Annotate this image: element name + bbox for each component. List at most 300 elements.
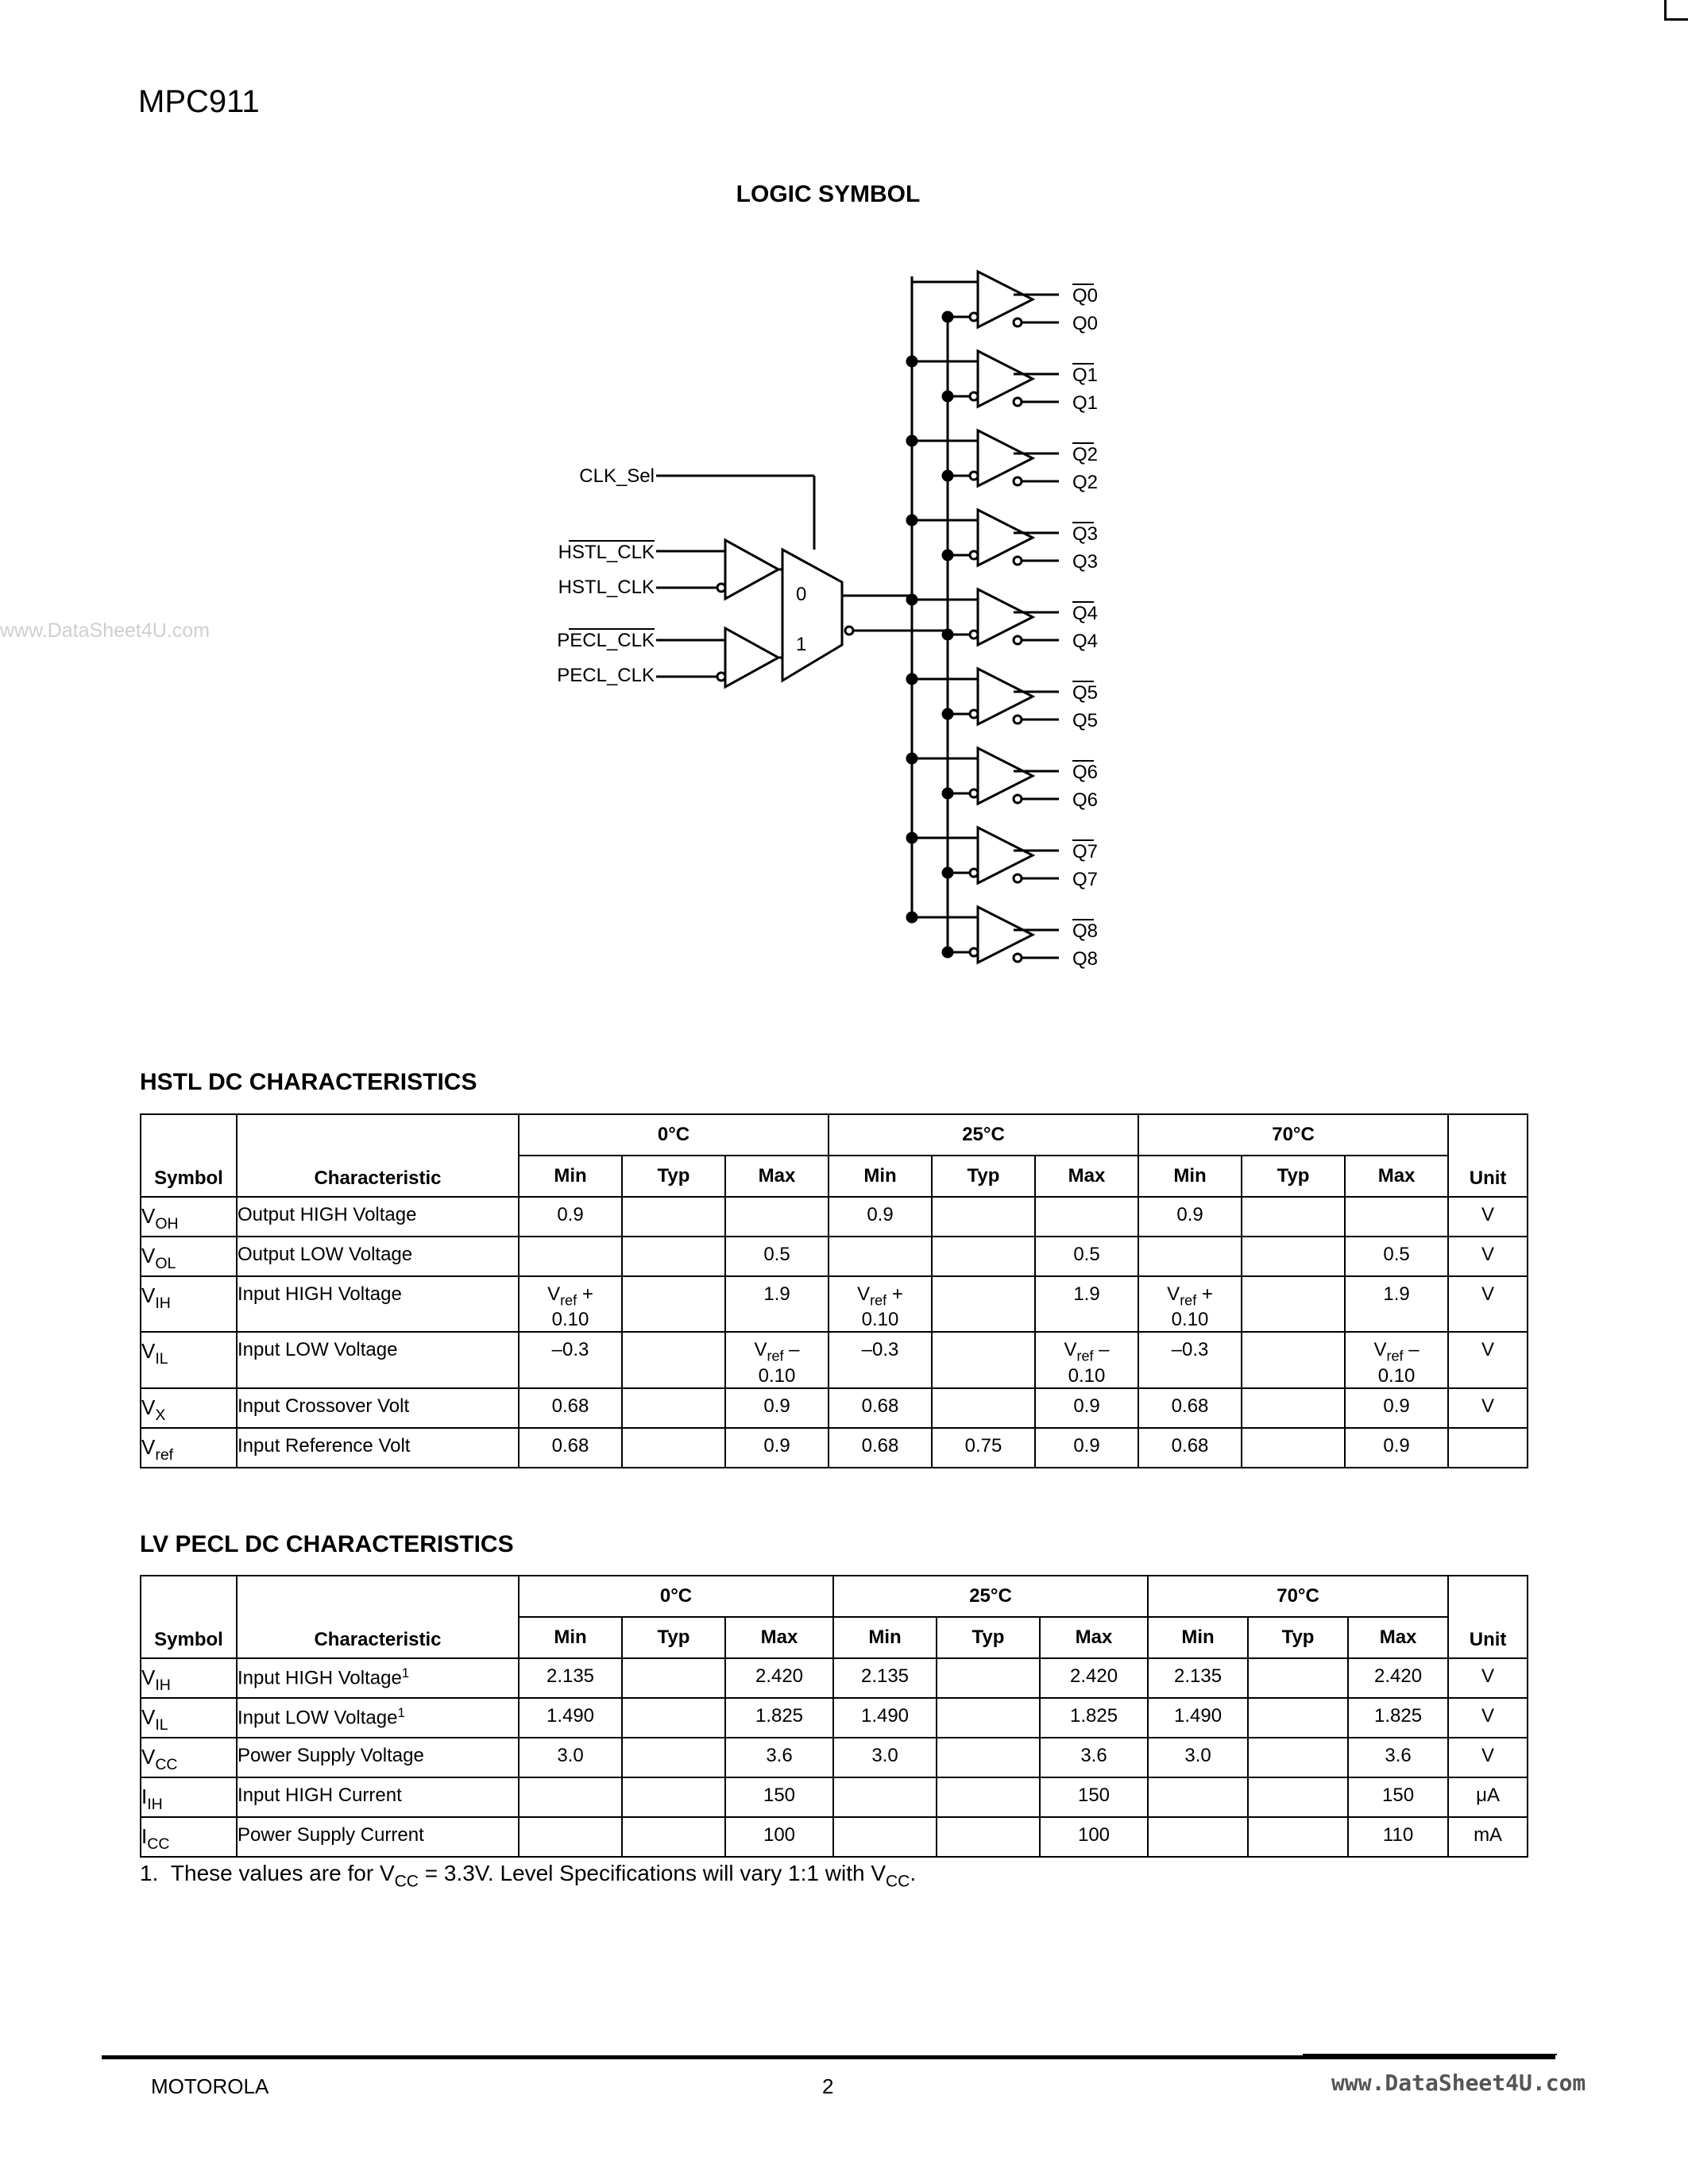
value-cell — [519, 1777, 622, 1817]
value-cell: –0.3 — [519, 1332, 622, 1387]
output-buffer — [978, 828, 1033, 883]
value-cell — [725, 1197, 829, 1237]
table-row — [141, 1698, 1528, 1738]
value-cell: 3.6 — [1348, 1738, 1448, 1777]
value-cell — [1242, 1332, 1345, 1387]
value-cell: 2.420 — [725, 1658, 833, 1698]
col-max: Max — [725, 1156, 829, 1197]
symbol-subscript: IH — [147, 1795, 163, 1813]
symbol-cell — [141, 1658, 237, 1698]
symbol-letter: V — [141, 1434, 156, 1459]
value-cell: 1.490 — [519, 1698, 622, 1738]
value-cell — [1345, 1332, 1448, 1387]
col-unit: Unit — [1448, 1114, 1528, 1197]
symbol-cell — [141, 1777, 237, 1817]
value-cell: 3.0 — [833, 1738, 937, 1777]
col-temp-0: 0°C — [519, 1114, 829, 1156]
symbol-cell — [141, 1817, 237, 1857]
value-cell — [1248, 1658, 1348, 1698]
output-label-qbar: Q6 — [1072, 789, 1099, 811]
col-unit: Unit — [1448, 1576, 1528, 1658]
characteristic-text: Input Reference Volt — [238, 1434, 411, 1457]
value-cell: 0.9 — [1138, 1197, 1242, 1237]
value-cell — [937, 1658, 1040, 1698]
value-cell — [519, 1237, 622, 1276]
symbol-letter: V — [141, 1705, 156, 1729]
value-cell — [1242, 1428, 1345, 1468]
hstl-input-buffer — [725, 540, 778, 599]
symbol-cell — [141, 1197, 237, 1237]
symbol-subscript: OL — [155, 1254, 176, 1272]
inversion-bubble — [1014, 874, 1022, 882]
value-cell: 0.9 — [725, 1428, 829, 1468]
junction-dot — [907, 913, 917, 922]
junction-dot — [943, 392, 952, 401]
unit-cell: μA — [1448, 1777, 1528, 1817]
value-cell: 100 — [1040, 1817, 1148, 1857]
col-max: Max — [1035, 1156, 1138, 1197]
vref-op: + — [577, 1283, 593, 1305]
col-characteristic: Characteristic — [237, 1576, 519, 1658]
value-cell — [622, 1388, 725, 1428]
vref-offset: 0.10 — [551, 1309, 589, 1331]
value-cell: 0.5 — [1345, 1237, 1448, 1276]
value-cell: 0.9 — [519, 1197, 622, 1237]
junction-dot — [943, 789, 952, 798]
value-cell: 3.6 — [725, 1738, 833, 1777]
pecl-section-title: LV PECL DC CHARACTERISTICS — [140, 1531, 514, 1557]
vref-v: V — [1064, 1339, 1077, 1361]
output-buffer — [978, 907, 1033, 963]
output-buffer — [978, 430, 1033, 486]
junction-dot — [943, 630, 952, 639]
inversion-bubble — [1014, 557, 1022, 565]
vref-offset: 0.10 — [1068, 1364, 1106, 1387]
output-label-qbar: Q2 — [1072, 472, 1099, 493]
part-number: MPC911 — [138, 84, 260, 119]
value-cell — [833, 1817, 937, 1857]
characteristic-text: Input HIGH Voltage — [238, 1667, 402, 1689]
vref-v: V — [1373, 1339, 1387, 1361]
value-cell: 0.9 — [829, 1197, 932, 1237]
characteristic-text: Output HIGH Voltage — [238, 1204, 417, 1225]
hstl-clk-label: HSTL_CLK — [558, 542, 655, 563]
value-cell: 1.9 — [725, 1276, 829, 1332]
junction-dot — [907, 754, 917, 763]
vref-sub: ref — [870, 1292, 887, 1309]
value-cell: 1.490 — [833, 1698, 937, 1738]
value-cell: 0.68 — [519, 1428, 622, 1468]
value-cell — [622, 1237, 725, 1276]
junction-dot — [943, 550, 952, 560]
value-cell — [833, 1777, 937, 1817]
vref-sub: ref — [1076, 1348, 1094, 1364]
characteristic-text: Power Supply Voltage — [238, 1745, 424, 1766]
value-cell — [1248, 1698, 1348, 1738]
vref-v: V — [1167, 1283, 1180, 1305]
junction-dot — [943, 709, 952, 719]
table-row — [141, 1817, 1528, 1857]
inversion-bubble — [1014, 716, 1022, 723]
junction-dot — [907, 357, 917, 366]
characteristic-cell — [237, 1777, 519, 1817]
table-row — [141, 1658, 1528, 1698]
output-label-qbar: Q5 — [1072, 710, 1099, 731]
characteristic-text: Output LOW Voltage — [238, 1244, 413, 1265]
output-buffer — [978, 351, 1033, 407]
output-label-q: Q0 — [1072, 285, 1099, 307]
value-cell: 2.420 — [1348, 1658, 1448, 1698]
output-label-qbar: Q0 — [1072, 313, 1099, 334]
vref-offset: 0.10 — [758, 1364, 796, 1387]
watermark-right[interactable]: www.DataSheet4U.com — [1331, 2070, 1586, 2096]
col-temp-70: 70°C — [1148, 1576, 1448, 1617]
unit-cell: V — [1448, 1332, 1528, 1387]
inversion-bubble — [1014, 398, 1022, 406]
col-symbol: Symbol — [141, 1576, 237, 1658]
value-cell — [622, 1658, 725, 1698]
value-cell — [932, 1276, 1035, 1332]
characteristic-cell — [237, 1428, 519, 1468]
value-cell: 110 — [1348, 1817, 1448, 1857]
value-cell — [519, 1276, 622, 1332]
symbol-subscript: IH — [155, 1294, 171, 1312]
unit-cell: V — [1448, 1388, 1528, 1428]
output-label-qbar: Q1 — [1072, 392, 1099, 414]
value-cell — [1242, 1276, 1345, 1332]
value-cell — [622, 1817, 725, 1857]
symbol-letter: V — [141, 1665, 156, 1689]
col-max: Max — [725, 1617, 833, 1658]
characteristic-cell — [237, 1276, 519, 1332]
symbol-letter: V — [141, 1244, 156, 1268]
value-cell — [622, 1777, 725, 1817]
symbol-letter: V — [141, 1745, 156, 1769]
symbol-cell — [141, 1698, 237, 1738]
value-cell — [1138, 1276, 1242, 1332]
output-label-q: Q5 — [1072, 682, 1099, 704]
value-cell — [622, 1428, 725, 1468]
symbol-subscript: CC — [155, 1755, 178, 1773]
col-min: Min — [833, 1617, 937, 1658]
col-typ: Typ — [622, 1617, 725, 1658]
value-cell — [1248, 1738, 1348, 1777]
value-cell — [932, 1332, 1035, 1387]
value-cell — [937, 1817, 1040, 1857]
table-row — [141, 1276, 1528, 1332]
value-cell — [932, 1388, 1035, 1428]
output-buffer — [978, 669, 1033, 724]
table-row — [141, 1428, 1528, 1468]
value-cell: 1.9 — [1345, 1276, 1448, 1332]
footnote-text-c: . — [910, 1861, 917, 1885]
unit-cell: V — [1448, 1738, 1528, 1777]
value-cell: 150 — [1040, 1777, 1148, 1817]
symbol-letter: V — [141, 1395, 156, 1419]
value-cell — [937, 1777, 1040, 1817]
col-characteristic: Characteristic — [237, 1114, 519, 1197]
col-max: Max — [1040, 1617, 1148, 1658]
value-cell — [937, 1738, 1040, 1777]
inversion-bubble — [1014, 636, 1022, 644]
symbol-subscript: ref — [155, 1445, 174, 1464]
inversion-bubble — [1014, 477, 1022, 485]
symbol-letter: V — [141, 1283, 156, 1307]
symbol-letter: I — [141, 1785, 148, 1808]
output-label-q: Q1 — [1072, 365, 1099, 386]
value-cell: 3.6 — [1040, 1738, 1148, 1777]
symbol-subscript: IH — [155, 1676, 171, 1694]
table-row — [141, 1777, 1528, 1817]
value-cell: 2.135 — [1148, 1658, 1248, 1698]
unit-cell: V — [1448, 1698, 1528, 1738]
value-cell — [1138, 1237, 1242, 1276]
vref-op: – — [783, 1339, 800, 1361]
logic-symbol-title: LOGIC SYMBOL — [736, 181, 921, 207]
value-cell — [932, 1237, 1035, 1276]
value-cell: 1.825 — [725, 1698, 833, 1738]
junction-dot — [943, 312, 952, 322]
value-cell — [519, 1817, 622, 1857]
junction-dot — [907, 595, 917, 604]
characteristic-text: Input LOW Voltage — [238, 1339, 398, 1361]
symbol-cell — [141, 1428, 237, 1468]
col-typ: Typ — [1248, 1617, 1348, 1658]
col-min: Min — [829, 1156, 932, 1197]
vref-op: – — [1403, 1339, 1420, 1361]
value-cell: 1.9 — [1035, 1276, 1138, 1332]
col-temp-70: 70°C — [1138, 1114, 1448, 1156]
table-row — [141, 1388, 1528, 1428]
value-cell: 2.135 — [833, 1658, 937, 1698]
col-symbol: Symbol — [141, 1114, 237, 1197]
pecl-input-buffer — [725, 628, 778, 687]
value-cell: 1.490 — [1148, 1698, 1248, 1738]
vref-offset: 0.10 — [861, 1309, 899, 1331]
characteristic-text: Input HIGH Current — [238, 1785, 402, 1806]
output-label-qbar: Q8 — [1072, 948, 1099, 970]
value-cell: –0.3 — [829, 1332, 932, 1387]
junction-dot — [907, 515, 917, 525]
value-cell — [1035, 1197, 1138, 1237]
characteristic-text: Input HIGH Voltage — [238, 1283, 402, 1305]
characteristic-cell — [237, 1237, 519, 1276]
value-cell: 3.0 — [1148, 1738, 1248, 1777]
value-cell — [622, 1276, 725, 1332]
junction-dot — [907, 833, 917, 843]
junction-dot — [943, 947, 952, 957]
value-cell: 0.9 — [1345, 1428, 1448, 1468]
symbol-subscript: IL — [155, 1715, 168, 1734]
output-buffer — [978, 510, 1033, 565]
vref-sub: ref — [1386, 1348, 1404, 1364]
junction-dot — [943, 471, 952, 480]
symbol-subscript: CC — [147, 1835, 170, 1853]
vref-sub: ref — [560, 1292, 577, 1309]
value-cell — [937, 1698, 1040, 1738]
footnote-ref: 1 — [401, 1665, 410, 1680]
hstl-dc-table — [140, 1113, 1528, 1468]
symbol-cell — [141, 1738, 237, 1777]
characteristic-cell — [237, 1817, 519, 1857]
value-cell — [1242, 1388, 1345, 1428]
characteristic-cell — [237, 1658, 519, 1698]
inversion-bubble — [845, 627, 853, 635]
symbol-cell — [141, 1237, 237, 1276]
junction-dot — [943, 868, 952, 878]
vref-v: V — [857, 1283, 871, 1305]
symbol-letter: V — [141, 1204, 156, 1228]
characteristic-cell — [237, 1738, 519, 1777]
table-row — [141, 1332, 1528, 1387]
value-cell: 0.68 — [829, 1428, 932, 1468]
value-cell: 0.68 — [1138, 1388, 1242, 1428]
value-cell — [1248, 1777, 1348, 1817]
col-temp-0: 0°C — [519, 1576, 833, 1617]
vref-op: – — [1093, 1339, 1110, 1361]
mux-label-0: 0 — [796, 584, 807, 605]
col-min: Min — [1138, 1156, 1242, 1197]
inversion-bubble — [1014, 795, 1022, 803]
value-cell — [1345, 1197, 1448, 1237]
value-cell: 0.68 — [829, 1388, 932, 1428]
value-cell — [829, 1237, 932, 1276]
corner-mark — [1664, 0, 1688, 21]
footer-rule — [102, 2055, 1555, 2059]
mux-label-1: 1 — [796, 634, 807, 655]
clock-mux — [782, 550, 842, 681]
value-cell: 0.9 — [1035, 1428, 1138, 1468]
value-cell: –0.3 — [1138, 1332, 1242, 1387]
col-min: Min — [519, 1617, 622, 1658]
output-label-q: Q4 — [1072, 603, 1099, 624]
inversion-bubble — [1014, 318, 1022, 326]
value-cell — [1035, 1332, 1138, 1387]
clk-sel-label: CLK_Sel — [579, 465, 655, 487]
characteristic-cell — [237, 1388, 519, 1428]
vref-offset: 0.10 — [1377, 1364, 1416, 1387]
unit-cell: V — [1448, 1237, 1528, 1276]
value-cell — [725, 1332, 829, 1387]
footer-company: MOTOROLA — [151, 2074, 269, 2098]
unit-cell: V — [1448, 1197, 1528, 1237]
value-cell — [829, 1276, 932, 1332]
symbol-subscript: OH — [155, 1214, 179, 1233]
value-cell: 0.68 — [1138, 1428, 1242, 1468]
symbol-cell — [141, 1276, 237, 1332]
symbol-letter: V — [141, 1339, 156, 1364]
value-cell: 0.9 — [725, 1388, 829, 1428]
vref-sub: ref — [767, 1348, 784, 1364]
col-typ: Typ — [622, 1156, 725, 1197]
output-label-q: Q6 — [1072, 762, 1099, 783]
value-cell — [1148, 1777, 1248, 1817]
value-cell — [622, 1738, 725, 1777]
output-label-qbar: Q4 — [1072, 631, 1099, 652]
unit-cell: V — [1448, 1276, 1528, 1332]
value-cell: 2.420 — [1040, 1658, 1148, 1698]
inversion-bubble — [1014, 954, 1022, 962]
footnote-text-a: These values are for V — [170, 1861, 395, 1885]
footnote-number: 1. — [140, 1861, 159, 1885]
output-label-q: Q2 — [1072, 444, 1099, 465]
value-cell — [622, 1698, 725, 1738]
symbol-letter: I — [141, 1824, 148, 1848]
table-row — [141, 1237, 1528, 1276]
value-cell — [1242, 1237, 1345, 1276]
footnote-sub-b: CC — [886, 1872, 910, 1891]
footnote-ref: 1 — [397, 1705, 405, 1720]
value-cell — [622, 1197, 725, 1237]
unit-cell: mA — [1448, 1817, 1528, 1857]
value-cell: 150 — [1348, 1777, 1448, 1817]
unit-cell — [1448, 1428, 1528, 1468]
vref-op: + — [1196, 1283, 1213, 1305]
value-cell — [622, 1332, 725, 1387]
col-temp-25: 25°C — [833, 1576, 1148, 1617]
footer-rule-thin — [1303, 2054, 1557, 2055]
value-cell — [1148, 1817, 1248, 1857]
value-cell: 1.825 — [1040, 1698, 1148, 1738]
output-label-qbar: Q3 — [1072, 551, 1099, 573]
footnote-text-b: = 3.3V. Level Specifications will vary 1:1 with V — [418, 1861, 886, 1885]
output-label-q: Q7 — [1072, 841, 1099, 862]
footnote — [140, 1861, 916, 1891]
value-cell: 0.9 — [1345, 1388, 1448, 1428]
junction-dot — [907, 674, 917, 684]
col-typ: Typ — [937, 1617, 1040, 1658]
value-cell — [1242, 1197, 1345, 1237]
symbol-subscript: X — [155, 1406, 166, 1424]
col-min: Min — [1148, 1617, 1248, 1658]
characteristic-cell — [237, 1197, 519, 1237]
characteristic-cell — [237, 1332, 519, 1387]
col-typ: Typ — [1242, 1156, 1345, 1197]
value-cell: 1.825 — [1348, 1698, 1448, 1738]
pecl-clk-bar-label: PECL_CLK — [557, 665, 655, 686]
output-buffer — [978, 589, 1033, 645]
col-min: Min — [519, 1156, 622, 1197]
symbol-cell — [141, 1388, 237, 1428]
value-cell: 0.75 — [932, 1428, 1035, 1468]
value-cell: 3.0 — [519, 1738, 622, 1777]
output-label-q: Q3 — [1072, 523, 1099, 545]
characteristic-cell — [237, 1698, 519, 1738]
vref-sub: ref — [1180, 1292, 1197, 1309]
characteristic-text: Input Crossover Volt — [238, 1395, 410, 1417]
value-cell: 0.68 — [519, 1388, 622, 1428]
value-cell — [1248, 1817, 1348, 1857]
output-buffer — [978, 748, 1033, 804]
pecl-dc-table — [140, 1575, 1528, 1858]
junction-dot — [907, 436, 917, 446]
logic-symbol-diagram — [516, 254, 1120, 985]
vref-op: + — [886, 1283, 903, 1305]
unit-cell: V — [1448, 1658, 1528, 1698]
value-cell: 150 — [725, 1777, 833, 1817]
characteristic-text: Input LOW Voltage — [238, 1707, 398, 1729]
hstl-section-title: HSTL DC CHARACTERISTICS — [140, 1069, 477, 1095]
hstl-clk-bar-label: HSTL_CLK — [558, 577, 655, 598]
characteristic-text: Power Supply Current — [238, 1824, 424, 1846]
value-cell: 0.9 — [1035, 1388, 1138, 1428]
symbol-subscript: IL — [155, 1350, 168, 1368]
value-cell — [932, 1197, 1035, 1237]
col-temp-25: 25°C — [829, 1114, 1138, 1156]
output-label-q: Q8 — [1072, 920, 1099, 942]
vref-offset: 0.10 — [1171, 1309, 1209, 1331]
watermark-left[interactable]: www.DataSheet4U.com — [0, 619, 211, 642]
